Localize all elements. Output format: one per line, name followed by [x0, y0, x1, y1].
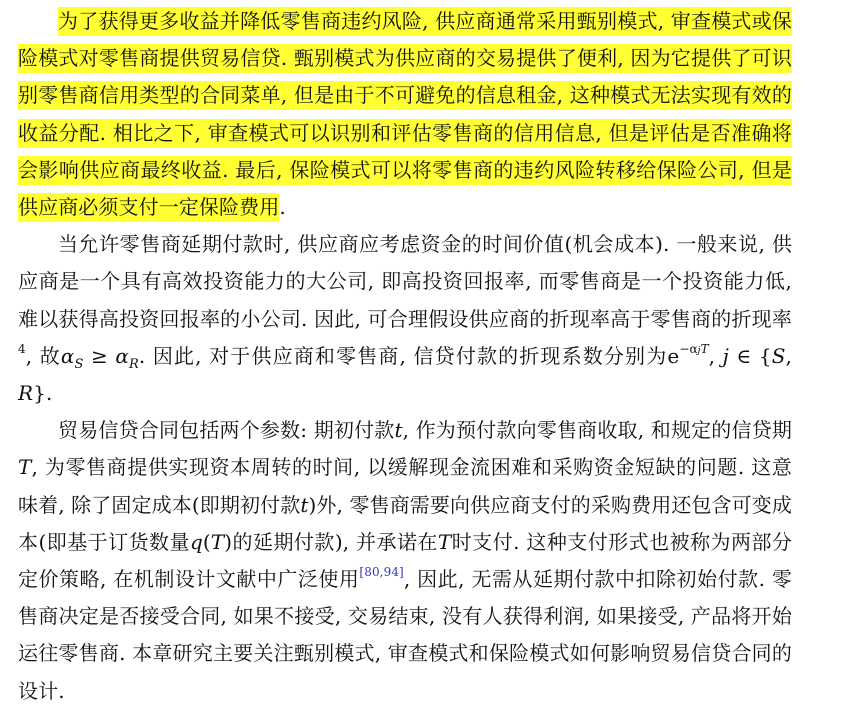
footnote-marker[interactable]: 4 [18, 342, 26, 357]
paragraph-discount-rate [18, 226, 792, 412]
math-exponent-var: T [700, 342, 709, 357]
math-subscript: R [129, 356, 139, 372]
citation-link[interactable]: [80,94] [359, 565, 404, 580]
paragraph-end-period: . [279, 195, 286, 220]
text-segment: , 作为预付款向零售商收取, 和规定的信贷期 [402, 418, 792, 443]
math-separator: , [785, 343, 793, 368]
math-subscript: S [74, 356, 84, 372]
text-segment: 当允许零售商延期付款时, 供应商应考虑资金的时间价值(机会成本). 一般来说, 供应商是一个具有高效投资能力的大公司, 即高投资回报率, 而零售商是一个投资能力低, 难以获得高投资回报率的小公司. 因此, 可合理假设供应商的折现率高于零售商的折现率 [18, 232, 792, 331]
highlighted-text: 为了获得更多收益并降低零售商违约风险, 供应商通常采用甄别模式, 审查模式或保险模式对零售商提供贸易信贷. 甄别模式为供应商的交易提供了便利, 因为它提供了可识别零售商信用类型的合同菜单, 但是由于不可避免的信息租金, 这种模式无法实现有效的收益分配. 相比之下, 审查模式可以识别和评估零售商的信用信息, 但是评估是否准确将会影响供应商最终收益. 最后, 保险模式可以将零售商的违约风险转移给保险公司, 但是供应商必须支付一定保险费用 [18, 7, 792, 222]
paragraph-highlighted [18, 3, 792, 226]
text-segment: )的延期付款), 并承诺在 [224, 529, 438, 554]
text-segment: , 因此, 无需从延期付款中扣除初始付款. 零售商决定是否接受合同, 如果不接受, 交易结束, 没有人获得利润, 如果接受, 产品将开始运往零售商. 本章研究主要关注甄别模式, 审查模式和保险模式如何影响贸易信贷合同的设计. [18, 567, 792, 703]
text-segment: , 为零售商提供实现资本周转的时间, 以缓解现金流困难和采购资金短缺的问题. 这意味着, 除了固定成本(即期初付款 [18, 455, 792, 517]
paragraph-contract-params [18, 412, 792, 710]
math-var-S: S [771, 343, 786, 368]
text-segment: ( [202, 529, 211, 554]
text-segment: 贸易信贷合同包括两个参数: 期初付款 [58, 418, 395, 443]
text-segment: }. [33, 381, 53, 406]
math-exponent-subscript: j [697, 346, 701, 357]
math-var-T: T [437, 529, 452, 554]
math-operator: ≥ [83, 343, 116, 368]
math-var-T: T [210, 529, 225, 554]
math-alpha: α [60, 343, 75, 368]
text-segment: . 因此, 对于供应商和零售商, 信贷付款的折现系数分别为e [138, 343, 680, 368]
text-segment: , [708, 343, 723, 368]
text-segment: 时支付. 这种支付形式也被称为两部分定价策略, 在机制设计文献中广泛使用 [18, 529, 793, 592]
math-exponent: −αjT [679, 342, 709, 357]
math-var-R: R [18, 381, 34, 406]
text-segment: , 故 [25, 343, 61, 368]
document-page [18, 3, 792, 710]
math-var-t: t [394, 418, 403, 443]
math-alpha: α [115, 343, 129, 368]
math-var-t: t [300, 492, 309, 517]
math-var-q: q [189, 529, 203, 554]
math-var-T: T [18, 455, 32, 480]
math-var-j: j [722, 343, 729, 368]
text-segment: )外, 零售商需要向供应商支付的采购费用还包含可变成本(即基于订货数量 [18, 492, 792, 554]
math-operator: ∈ { [728, 343, 772, 368]
